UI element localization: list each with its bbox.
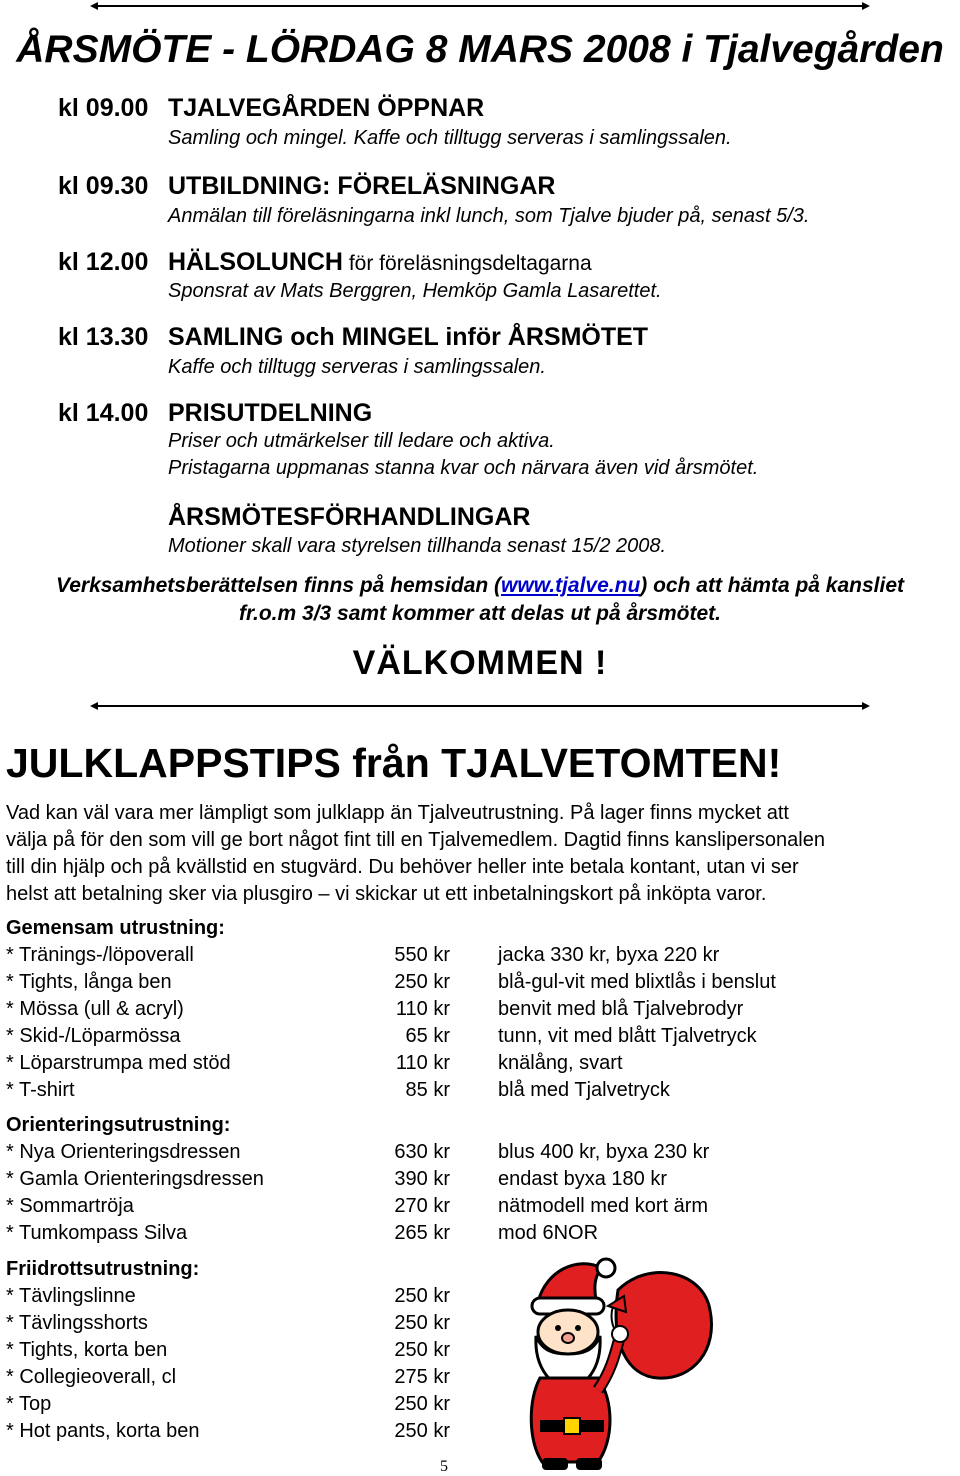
agenda-heading: SAMLING och MINGEL inför ÅRSMÖTET: [168, 323, 649, 351]
agenda-time: kl 12.00: [58, 248, 149, 276]
agenda-time: kl 09.30: [58, 172, 149, 200]
agenda-line: Kaffe och tilltugg serveras i samlingssalen.: [168, 356, 546, 378]
agenda-line: Sponsrat av Mats Berggren, Hemköp Gamla Lasarettet.: [168, 280, 662, 302]
agenda-line: Anmälan till föreläsningarna inkl lunch, som Tjalve bjuder på, senast 5/3.: [168, 205, 810, 227]
santa-icon: [498, 1250, 720, 1474]
christmas-tips-title: JULKLAPPSTIPS från TJALVETOMTEN!: [6, 740, 782, 786]
paragraph-line: helst att betalning sker via plusgiro – vi skickar ut ett inbetalningskort på inköpta varor.: [6, 883, 767, 905]
agenda-heading: HÄLSOLUNCH för föreläsningsdeltagarna: [168, 248, 592, 276]
agenda-line: Motioner skall vara styrelsen tillhanda senast 15/2 2008.: [168, 535, 667, 557]
middle-divider-icon: [90, 702, 870, 710]
paragraph-line: välja på för den som vill ge bort något fint till en Tjalvemedlem. Dagtid finns kanslipersonalen: [6, 829, 825, 851]
paragraph-line: till din hjälp och på kvällstid en stugvärd. Du behöver heller inte betala kontant, utan vi ser: [6, 856, 799, 878]
section-heading-athletics: Friidrottsutrustning:: [6, 1258, 200, 1280]
christmas-tips-text: [6, 800, 958, 908]
report-line-2: fr.o.m 3/3 samt kommer att delas ut på årsmötet.: [239, 602, 721, 625]
section-heading-common: Gemensam utrustning:: [6, 917, 225, 939]
agenda-line: Priser och utmärkelser till ledare och aktiva.: [168, 430, 555, 452]
agenda-heading: PRISUTDELNING: [168, 399, 373, 427]
agenda-heading: ÅRSMÖTESFÖRHANDLINGAR: [168, 503, 531, 531]
website-link[interactable]: www.tjalve.nu: [501, 574, 641, 597]
section-heading-orienteering: Orienteringsutrustning:: [6, 1114, 231, 1136]
page-title: ÅRSMÖTE - LÖRDAG 8 MARS 2008 i Tjalvegården: [16, 28, 944, 71]
agenda-time: kl 09.00: [58, 94, 149, 122]
agenda-line: Pristagarna uppmanas stanna kvar och närvara även vid årsmötet.: [168, 457, 759, 479]
agenda-heading: TJALVEGÅRDEN ÖPPNAR: [168, 94, 485, 122]
agenda-time: kl 14.00: [58, 399, 149, 427]
page-number: 5: [440, 1458, 448, 1475]
report-line-1: Verksamhetsberättelsen finns på hemsidan (www.tjalve.nu) och att hämta på kansliet: [55, 574, 905, 597]
agenda-line: Samling och mingel. Kaffe och tilltugg serveras i samlingssalen.: [168, 127, 732, 149]
agenda-heading: UTBILDNING: FÖRELÄSNINGAR: [168, 172, 556, 200]
agenda-time: kl 13.30: [58, 323, 149, 351]
paragraph-line: Vad kan väl vara mer lämpligt som julklapp än Tjalveutrustning. På lager finns mycket att: [6, 802, 789, 824]
top-divider-icon: [90, 2, 870, 10]
welcome-text: VÄLKOMMEN !: [352, 644, 608, 682]
agenda-heading-rest: för föreläsningsdeltagarna: [343, 252, 592, 275]
